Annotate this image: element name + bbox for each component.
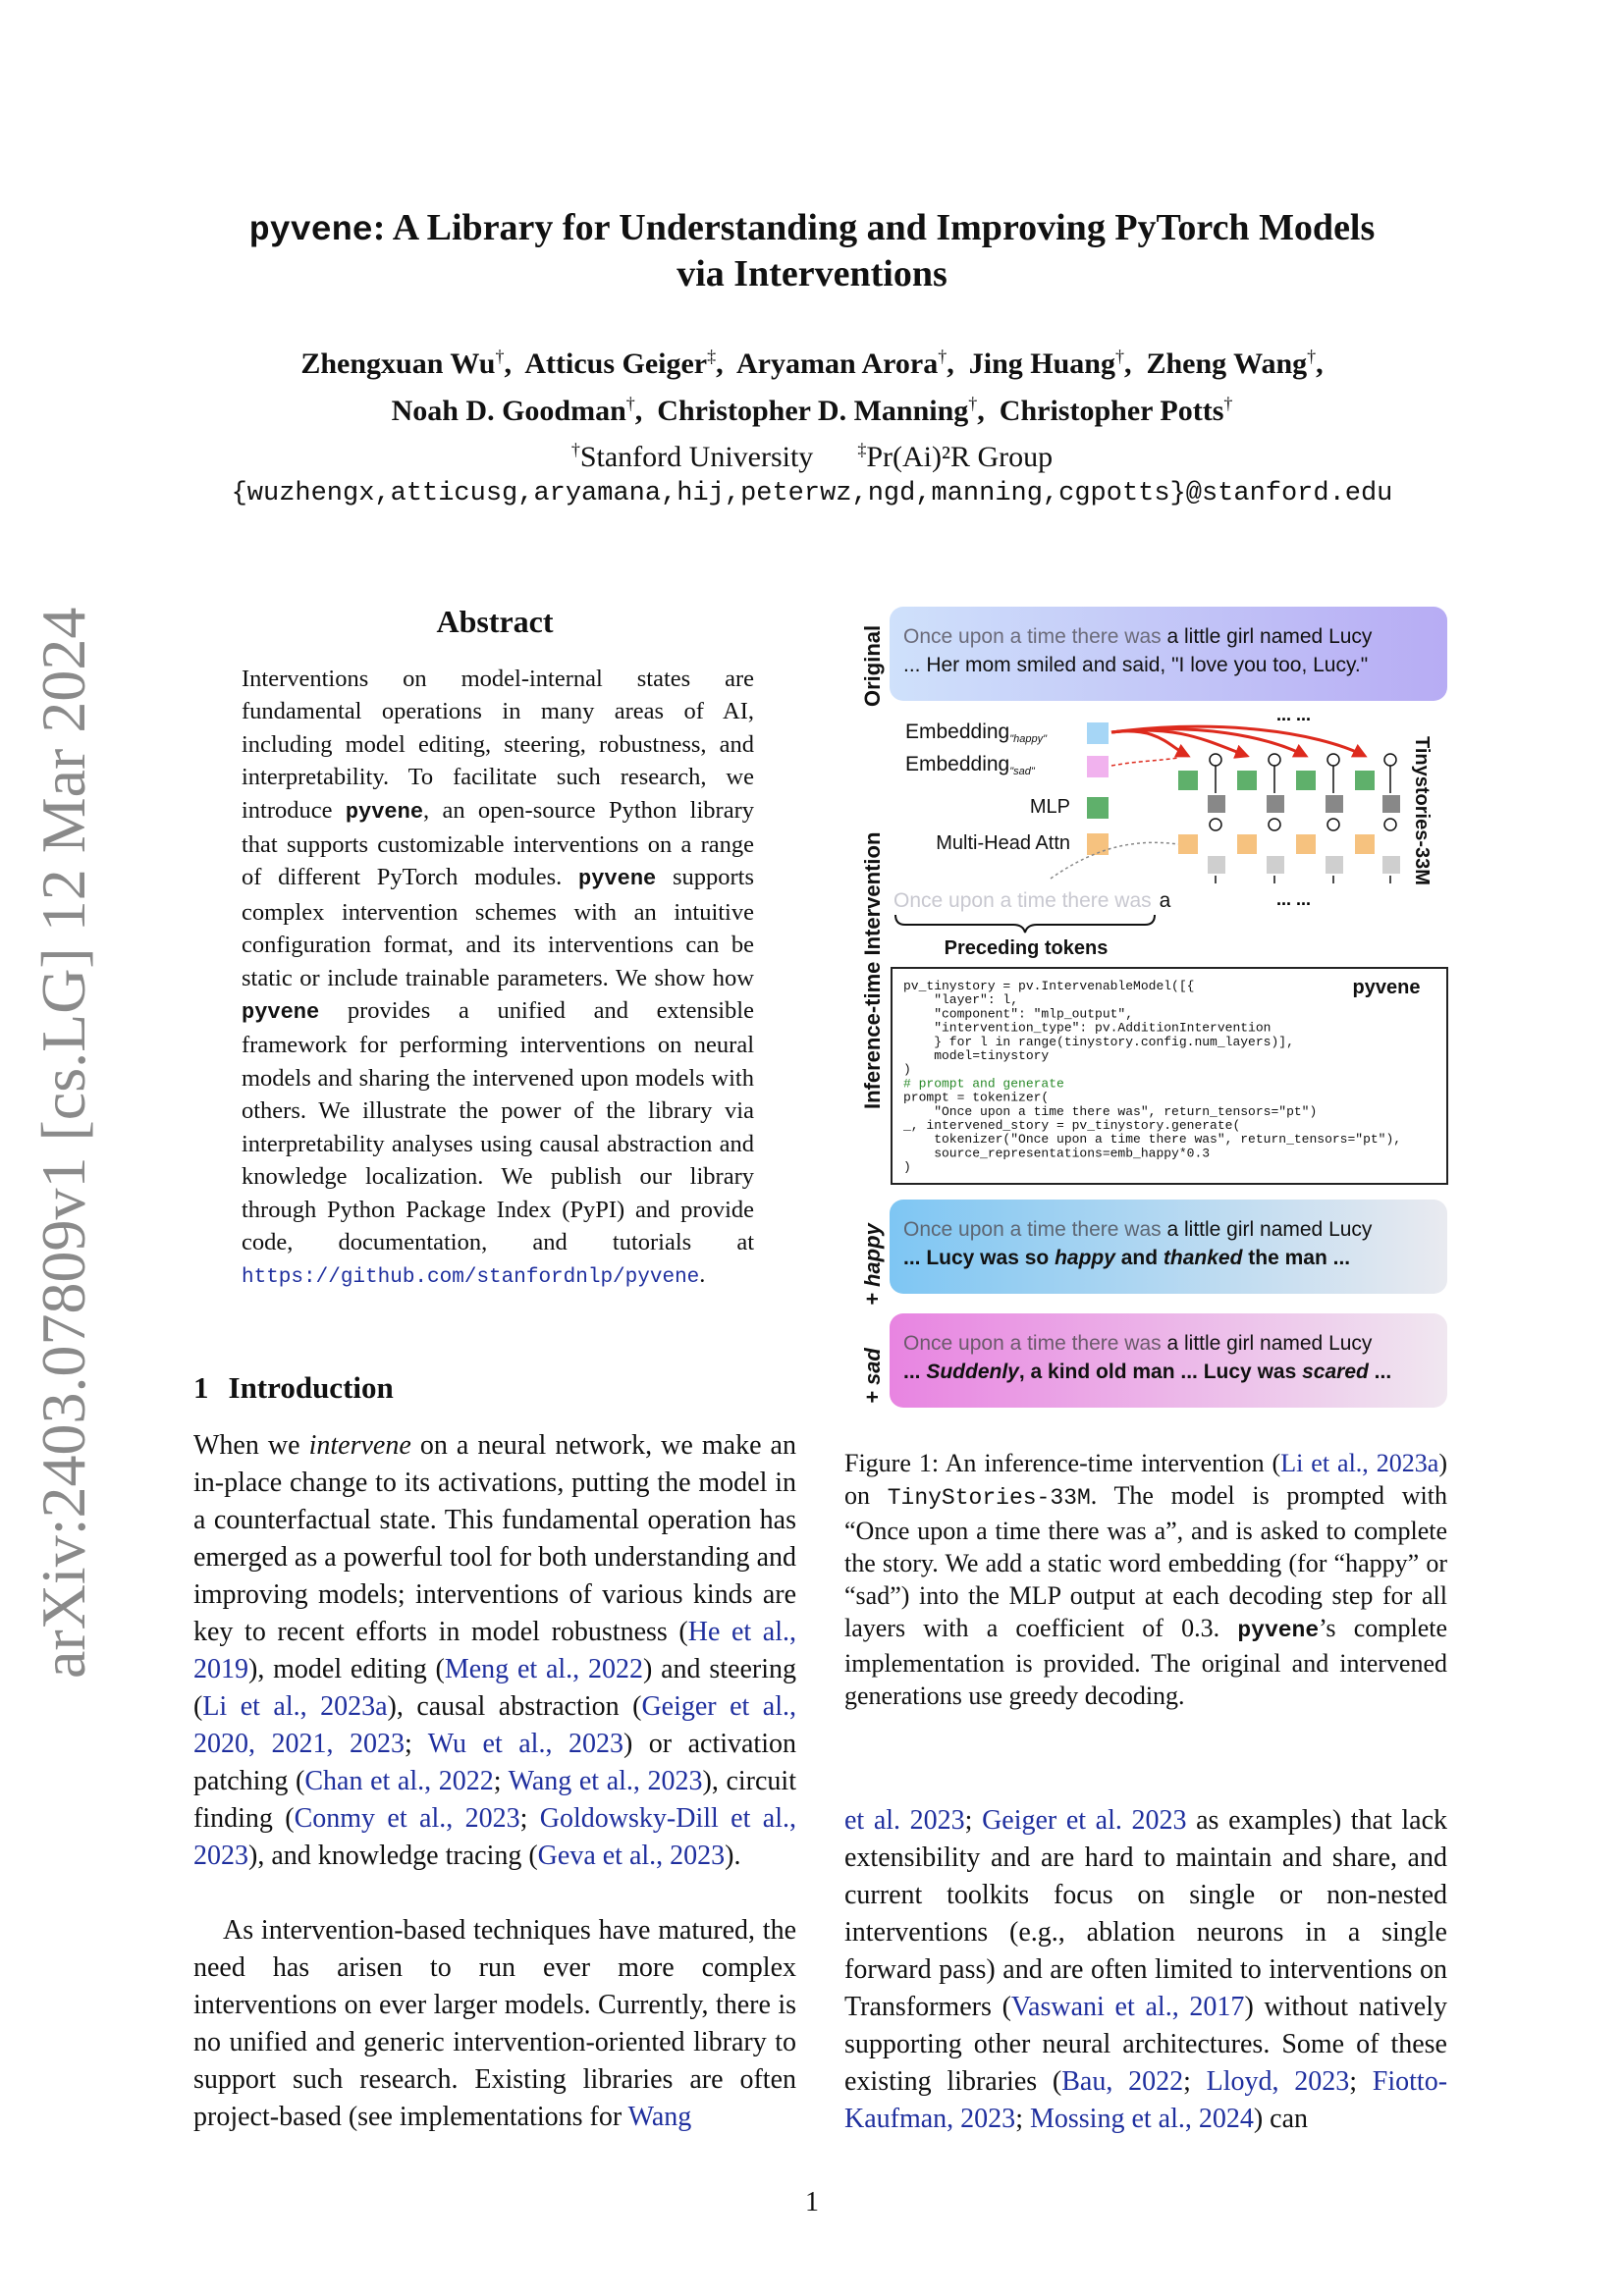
library-name: pyvene <box>242 1000 320 1026</box>
citation-link[interactable]: et al. 2023 <box>844 1805 965 1836</box>
prompt-text: Once upon a time there was <box>903 1332 1162 1355</box>
citation-link[interactable]: Mossing et al., 2024 <box>1029 2104 1254 2134</box>
svg-text:... Lucy was so happy and than <box>903 1247 1350 1269</box>
code-box-label: pyvene <box>1352 977 1421 998</box>
citation-link[interactable]: Geiger et al. 2023 <box>982 1805 1187 1836</box>
code-line: "intervention_type": pv.AdditionIntervention <box>903 1020 1272 1036</box>
completion-text: a little girl named Lucy <box>1161 625 1373 648</box>
author-name: Noah D. Goodman <box>391 395 626 427</box>
author-line-1: Zhengxuan Wu†, Atticus Geiger‡, Aryaman Arora†, Jing Huang†, Zheng Wang†, <box>300 347 1324 380</box>
code-line: "layer": l, <box>903 992 1019 1008</box>
author-list <box>137 337 1487 431</box>
citation-link[interactable]: Vaswani et al., 2017 <box>1010 1992 1245 2022</box>
abstract-heading: Abstract <box>436 604 554 639</box>
citation-link[interactable]: Chan et al., 2022 <box>304 1766 494 1796</box>
citation-link[interactable]: Bau, 2022 <box>1061 2066 1184 2097</box>
author-name: Christopher Potts <box>999 395 1224 427</box>
text: ) can <box>1253 2104 1309 2134</box>
happy-continuation: the man ... <box>1242 1247 1351 1269</box>
side-label-inference: Inference-time Intervention <box>860 831 885 1109</box>
emphasis: intervene <box>308 1430 411 1461</box>
figure-1-intervention-diagram <box>844 599 1453 1433</box>
text: ; <box>493 1766 509 1796</box>
author-line-2: Noah D. Goodman†, Christopher D. Manning†, Christopher Potts† <box>391 394 1233 427</box>
affiliation-mark: † <box>570 440 580 459</box>
ellipsis-bottom: ... ... <box>1276 889 1312 909</box>
citation-link[interactable]: Geva et al., 2023 <box>537 1841 726 1871</box>
code-line: } for l in range(tinystory.config.num_layers)], <box>903 1034 1294 1049</box>
intervention-arrows <box>1111 726 1365 756</box>
affiliation-praair: Pr(Ai)²R Group <box>866 441 1054 473</box>
legend-embedding-happy: Embedding <box>905 721 1010 743</box>
text: An inference-time intervention ( <box>939 1449 1281 1477</box>
text: ) without natively supporting other neural architectures. Some of these existing libraries ( <box>844 1992 1447 2097</box>
text: ; <box>404 1729 428 1759</box>
code-line: ) <box>903 1159 911 1175</box>
text: on a neural network, we make an in-place change to its activations, putting the model in a counterfactual state. This fundamental operation has emerged as a powerful tool for both understanding and improving models; interventions of various kinds are key to recent efforts in model robustness ( <box>193 1430 796 1647</box>
author-name: Aryaman Arora <box>735 347 939 380</box>
code-line: _, intervened_story = pv_tinystory.generate( <box>903 1118 1241 1133</box>
happy-emphasis: thanked <box>1163 1247 1243 1269</box>
text: as examples) that lack extensibility and are hard to maintain and share, and current toolkits focus on single or non-nested interventions (e.g., ablation neurons in a single forward pass) and are often limited to interventions on Transformers ( <box>844 1805 1447 2022</box>
completion-text: a little girl named Lucy <box>1161 1218 1373 1241</box>
attn-swatch <box>1087 833 1109 855</box>
legend-happy-sub: "happy" <box>1009 733 1048 745</box>
current-token: a <box>1159 889 1171 912</box>
sad-emphasis: Suddenly <box>926 1361 1019 1383</box>
citation-link[interactable]: Wang <box>627 2102 692 2132</box>
figure-1-caption <box>844 1447 1447 1712</box>
code-line: model=tinystory <box>903 1048 1050 1063</box>
title-line1: : A Library for Understanding and Improving PyTorch Models <box>372 207 1376 248</box>
text: ; <box>519 1803 540 1834</box>
affiliation-stanford: Stanford University <box>579 441 814 473</box>
author-mark: † <box>1307 347 1317 366</box>
abstract-body <box>242 663 754 1295</box>
abstract-text-part: provides a unified and extensible framework for performing interventions on neural models and sharing the intervened upon models with others. We illustrate the power of the library via interpretability analyses using causal abstraction and knowledge localization. We publish our library through Python Package Index (PyPI) and provide code, documentation, and tutorials at <box>242 997 754 1255</box>
author-mark: † <box>1223 394 1233 413</box>
author-mark: ‡ <box>707 347 717 366</box>
citation-link[interactable]: Lloyd, 2023 <box>1206 2066 1350 2097</box>
section-number: 1 <box>193 1370 209 1405</box>
side-label-original: Original <box>860 624 885 707</box>
citation-link[interactable]: Goldowsky-Dill et al., 2023 <box>193 1803 796 1871</box>
text: ; <box>1349 2066 1373 2097</box>
code-line: ) <box>903 1062 911 1078</box>
author-emails: {wuzhengx,atticusg,aryamana,hij,peterwz,ngd,manning,cgpotts}@stanford.edu <box>231 479 1393 508</box>
text: ) and steering ( <box>193 1654 796 1722</box>
section-title: Introduction <box>228 1370 394 1405</box>
side-label-model: Tinystories-33M <box>1411 736 1433 885</box>
paper-title <box>137 206 1487 295</box>
citation-link[interactable]: He et al., 2019 <box>193 1617 796 1684</box>
arxiv-identifier-stamp: arXiv:2403.07809v1 [cs.LG] 12 Mar 2024 <box>28 607 98 1679</box>
abstract-text-part: , an open-source Python library that supports customizable interventions on a range of different PyTorch modules. <box>242 796 754 891</box>
svg-text:Once upon a time there was a l <box>903 625 1373 648</box>
author-name: Christopher D. Manning <box>657 395 969 427</box>
svg-text:... Suddenly, a kind old man . <box>903 1361 1391 1383</box>
embedding-happy-swatch <box>1087 722 1109 744</box>
prompt-text: Once upon a time there was <box>903 625 1162 648</box>
svg-text:Once upon a time there was a l <box>903 1332 1373 1355</box>
legend-embedding-sad: Embedding <box>905 753 1010 775</box>
text: ; <box>964 1805 983 1836</box>
code-line: "Once upon a time there was", return_tensors="pt") <box>903 1103 1318 1119</box>
citation-link[interactable]: Wang et al., 2023 <box>508 1766 703 1796</box>
sad-dashed-arrow <box>1111 758 1178 766</box>
author-name: Jing Huang <box>968 347 1115 380</box>
citation-link[interactable]: Geiger et al., 2020, 2021, 2023 <box>193 1691 797 1759</box>
svg-text:Embedding"sad" <box>905 753 1036 777</box>
citation-link[interactable]: Meng et al., 2022 <box>444 1654 643 1684</box>
svg-text:Once upon a time there was a l <box>903 1218 1373 1241</box>
svg-text:Once upon a time there wasa <box>893 889 1171 912</box>
completion-text: a little girl named Lucy <box>1161 1332 1373 1355</box>
author-mark: † <box>938 347 947 366</box>
citation-link[interactable]: Conmy et al., 2023 <box>294 1803 520 1834</box>
section-heading-introduction <box>193 1370 796 1406</box>
page-number: 1 <box>805 2187 819 2217</box>
citation-link[interactable]: Wu et al., 2023 <box>427 1729 623 1759</box>
model-name: TinyStories-33M <box>887 1485 1091 1511</box>
sad-continuation: ... <box>1368 1361 1392 1383</box>
text: ), circuit finding ( <box>193 1766 796 1834</box>
text: ) on <box>844 1449 1447 1510</box>
happy-continuation: and <box>1114 1247 1164 1269</box>
prompt-text: Once upon a time there was <box>903 1218 1162 1241</box>
citation-link[interactable]: Li et al., 2023a <box>202 1691 388 1722</box>
title-line2: via Interventions <box>677 253 947 294</box>
code-line: source_representations=emb_happy*0.3 <box>903 1146 1211 1161</box>
text: ), model editing ( <box>248 1654 445 1684</box>
side-label-happy: + happy <box>860 1223 885 1306</box>
affiliation-mark: ‡ <box>857 440 867 459</box>
author-name: Zhengxuan Wu <box>300 347 496 380</box>
code-line: tokenizer("Once upon a time there was", return_tensors="pt"), <box>903 1132 1402 1148</box>
preceding-tokens-label: Preceding tokens <box>944 937 1109 959</box>
side-label-sad: + sad <box>860 1348 885 1404</box>
right-column-paragraph <box>844 1802 1447 2138</box>
preceding-tokens-brace <box>895 915 1155 933</box>
abstract-text-part: Interventions on model-internal states are fundamental operations in many areas of AI, including model editing, steering, robustness, and interpretability. To facilitate such research, we introduce <box>242 666 754 824</box>
intro-paragraph-1 <box>193 1427 796 1875</box>
text: ). <box>725 1841 741 1871</box>
original-continuation: ... Her mom smiled and said, "I love you too, Lucy." <box>903 654 1369 676</box>
legend-mlp: MLP <box>1029 796 1070 818</box>
intro-paragraph-2 <box>193 1912 796 2136</box>
text: ) or activation patching ( <box>193 1729 796 1796</box>
citation-link[interactable]: Li et al., 2023a <box>1280 1449 1439 1477</box>
author-name: Atticus Geiger <box>524 347 708 380</box>
text: ; <box>1183 2066 1207 2097</box>
mlp-swatch <box>1087 797 1109 819</box>
prompt-tokens: Once upon a time there was <box>893 889 1152 912</box>
library-name: pyvene <box>345 799 424 825</box>
code-line: prompt = tokenizer( <box>903 1090 1050 1105</box>
abstract-text-part: . <box>699 1261 706 1289</box>
legend-attn: Multi-Head Attn <box>936 832 1070 854</box>
code-line: pv_tinystory = pv.IntervenableModel([{ <box>903 979 1195 993</box>
title-library-name: pyvene <box>248 211 373 250</box>
affiliations <box>137 431 1487 476</box>
text: . The model is prompted with “Once upon a time there was a”, and is asked to complete the story. We add a static word embedding (for “happy” or “sad”) into the MLP output at each decoding step for all layers with a coefficient of 0.3. <box>844 1481 1447 1642</box>
legend-sad-sub: "sad" <box>1009 766 1035 777</box>
library-name: pyvene <box>578 867 657 892</box>
code-line: "component": "mlp_output", <box>903 1006 1134 1022</box>
embedding-sad-swatch <box>1087 756 1109 777</box>
sad-continuation: ... <box>903 1361 927 1383</box>
sad-continuation: , a kind old man ... Lucy was <box>1018 1361 1303 1383</box>
author-mark: † <box>625 394 635 413</box>
author-name: Zheng Wang <box>1146 347 1308 380</box>
library-name: pyvene <box>1237 1618 1320 1643</box>
caption-label: Figure 1: <box>844 1449 940 1477</box>
github-link[interactable]: https://github.com/stanfordnlp/pyvene <box>242 1266 700 1290</box>
text: When we <box>193 1430 309 1461</box>
text: ), and knowledge tracing ( <box>248 1841 538 1871</box>
author-mark: † <box>495 347 505 366</box>
citation-link[interactable]: Fiotto-Kaufman, 2023 <box>844 2066 1448 2134</box>
sad-emphasis: scared <box>1302 1361 1369 1383</box>
happy-continuation: ... Lucy was so <box>903 1247 1056 1269</box>
text: ; <box>1015 2104 1030 2134</box>
code-line: # prompt and generate <box>903 1076 1064 1092</box>
author-mark: † <box>968 394 978 413</box>
text: As intervention-based techniques have matured, the need has arisen to run ever more complex interventions on ever larger models. Currently, there is no unified and generic intervention-oriented library to support such research. Existing libraries are often project-based (see implementations for <box>193 1915 796 2132</box>
ellipsis-top: ... ... <box>1276 705 1312 724</box>
text: ’s complete implementation is provided. The original and intervened generations use greedy decoding. <box>844 1614 1447 1710</box>
author-mark: † <box>1114 347 1124 366</box>
abstract-text-part: supports complex intervention schemes with an intuitive configuration format, and its interventions can be static or include trainable parameters. We show how <box>242 864 754 991</box>
paper-header <box>137 206 1487 511</box>
text: ), causal abstraction ( <box>387 1691 642 1722</box>
svg-text:Embedding"happy" <box>905 721 1048 745</box>
happy-emphasis: happy <box>1055 1247 1115 1269</box>
